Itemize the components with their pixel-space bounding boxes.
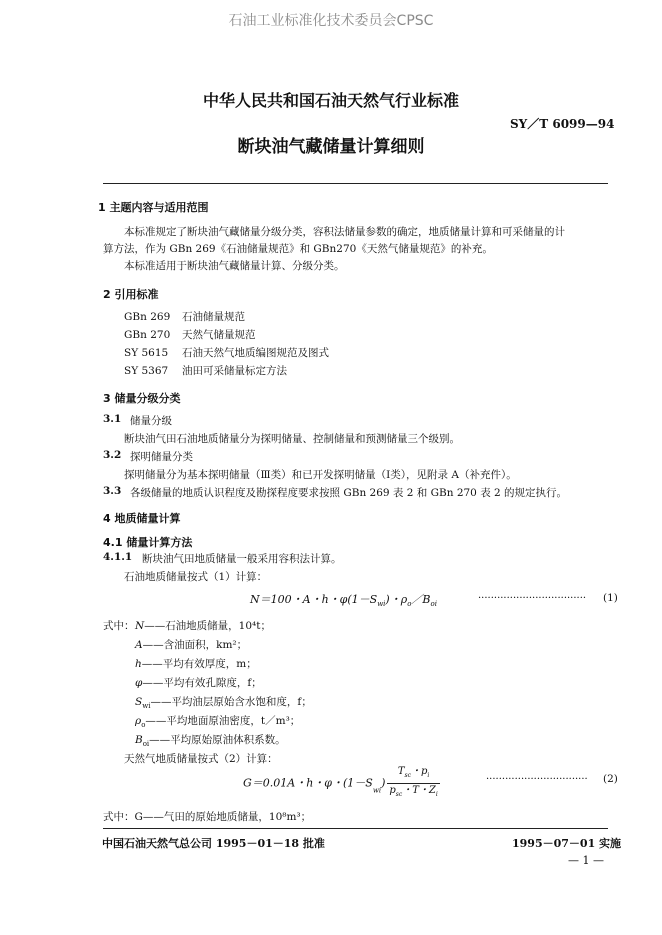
reference-name: 石油储量规范 (182, 311, 245, 323)
variable-symbol: N (135, 620, 145, 632)
section-1-para-2: 本标准适用于断块油气藏储量计算、分级分类。 (124, 260, 345, 272)
equation-subscript: i (427, 772, 430, 779)
section-3-3-text: 各级储量的地质认识程度及勘探程度要求按照 GBn 269 表 2 和 GBn 270 表 2 的规定执行。 (130, 487, 568, 499)
watermark: 石油工业标准化技术委员会CPSC (228, 13, 434, 29)
reference-code: GBn 269 (124, 311, 171, 323)
variable-definition-g (103, 809, 311, 824)
variable-definition (135, 694, 312, 710)
variable-definition (135, 732, 286, 748)
section-1-heading: 1 主题内容与适用范围 (98, 201, 209, 214)
variable-symbol: φ (135, 677, 143, 689)
section-1-para-1b: 算方法，作为 GBn 269《石油储量规范》和 GBn270《天然气储量规范》的补充。 (103, 243, 493, 255)
section-4-1-1-number: 4.1.1 (103, 551, 133, 563)
variable-definition (135, 656, 257, 672)
gas-reserve-equation (243, 765, 440, 802)
variable-description: G——气田的原始地质储量，10⁸m³； (134, 811, 312, 823)
equation-subscript: wi (377, 600, 386, 609)
equation-part: G＝0.01A・h・φ・(1－S (243, 776, 373, 790)
reference-code: SY 5367 (124, 365, 169, 377)
where-label: 式中： (103, 620, 135, 632)
footer-rule (103, 828, 608, 829)
reference-item (124, 327, 256, 342)
where-label: 式中： (103, 811, 135, 823)
equation-number: (1) (603, 592, 618, 604)
equation-leader-dots: ································ (486, 774, 588, 785)
equation-part: ・p (410, 766, 428, 777)
standard-code: SY／T 6099—94 (510, 117, 615, 131)
equation-part: ) (381, 776, 386, 790)
equation-subscript: o (407, 600, 412, 609)
variable-description: ——平均原始原油体积系数。 (149, 734, 286, 746)
variable-subscript: wi (142, 702, 151, 711)
equation-part: ／B (411, 593, 431, 606)
equation-part: )・ρ (385, 593, 408, 606)
fraction-denominator (387, 784, 439, 802)
section-3-1-number: 3.1 (103, 413, 122, 425)
organization-title: 中华人民共和国石油天然气行业标准 (202, 91, 459, 110)
equation-part: p (389, 785, 396, 796)
variable-definition (135, 713, 300, 729)
variable-symbol: ρ (135, 715, 142, 727)
document-title: 断块油气藏储量计算细则 (237, 137, 425, 157)
approval-date: 中国石油天然气总公司 1995－01－18 批准 (102, 837, 325, 850)
equation-subscript: sc (395, 791, 403, 798)
variable-description: ——石油地质储量，10⁴t； (144, 620, 271, 632)
gas-formula-intro: 天然气地质储量按式（2）计算： (124, 753, 278, 765)
oil-reserve-equation (250, 591, 437, 608)
variable-definition (135, 618, 271, 634)
variable-symbol: B (135, 734, 143, 746)
implementation-date: 1995－07－01 实施 (512, 837, 622, 850)
variable-subscript: o (141, 721, 146, 730)
section-4-1-1-text: 断块油气田地质储量一般采用容积法计算。 (142, 553, 342, 565)
reference-item (124, 363, 287, 378)
equation-subscript: i (435, 791, 438, 798)
equation-part: T (397, 766, 405, 777)
variable-description: ——平均有效厚度，m； (141, 658, 257, 670)
equation-subscript: wi (372, 786, 382, 795)
reference-item (124, 345, 329, 360)
section-3-3-number: 3.3 (103, 485, 122, 497)
section-3-1-title: 储量分级 (130, 415, 172, 427)
reference-code: GBn 270 (124, 329, 171, 341)
equation-subscript: oi (430, 600, 437, 609)
variable-subscript: oi (142, 740, 150, 749)
variable-symbol: h (135, 658, 142, 670)
section-3-1-text: 断块油气田石油地质储量分为探明储量、控制储量和预测储量三个级别。 (124, 433, 460, 445)
equation-fraction (387, 765, 439, 802)
variable-description: ——平均有效孔隙度，f； (142, 677, 262, 689)
section-4-1-heading: 4.1 储量计算方法 (103, 536, 193, 549)
oil-formula-intro: 石油地质储量按式（1）计算： (124, 571, 268, 583)
equation-part: ・T・Z (402, 785, 436, 796)
section-3-2-number: 3.2 (103, 449, 122, 461)
reference-item (124, 309, 245, 324)
reference-code: SY 5615 (124, 347, 169, 359)
variable-definition (135, 637, 247, 653)
section-1-para-1a: 本标准规定了断块油气藏储量分级分类，容积法储量参数的确定，地质储量计算和可采储量的计 (124, 226, 565, 238)
variable-symbol: S (135, 696, 143, 708)
header-rule (103, 183, 608, 184)
reference-name: 天然气储量规范 (182, 329, 256, 341)
reference-name: 石油天然气地质编图规范及图式 (182, 347, 329, 359)
section-2-heading: 2 引用标准 (103, 288, 159, 301)
section-4-heading: 4 地质储量计算 (103, 512, 181, 525)
equation-part: N＝100・A・h・φ(1－S (250, 593, 378, 606)
section-3-heading: 3 储量分级分类 (103, 392, 181, 405)
equation-subscript: sc (404, 772, 411, 779)
variable-description: ——平均油层原始含水饱和度，f； (150, 696, 312, 708)
variable-description: ——平均地面原油密度，t／m³； (145, 715, 301, 727)
fraction-numerator (387, 765, 439, 784)
section-3-2-title: 探明储量分类 (130, 451, 193, 463)
equation-leader-dots: ·································· (478, 593, 587, 604)
variable-symbol: A (135, 639, 143, 651)
variable-description: ——含油面积，km²； (142, 639, 248, 651)
page-number: — 1 — (568, 854, 604, 867)
reference-name: 油田可采储量标定方法 (182, 365, 287, 377)
equation-number: (2) (603, 773, 618, 785)
section-3-2-text: 探明储量分为基本探明储量（Ⅲ类）和已开发探明储量（Ⅰ类），见附录 A（补充件）。 (124, 469, 517, 481)
variable-definition (135, 675, 262, 691)
